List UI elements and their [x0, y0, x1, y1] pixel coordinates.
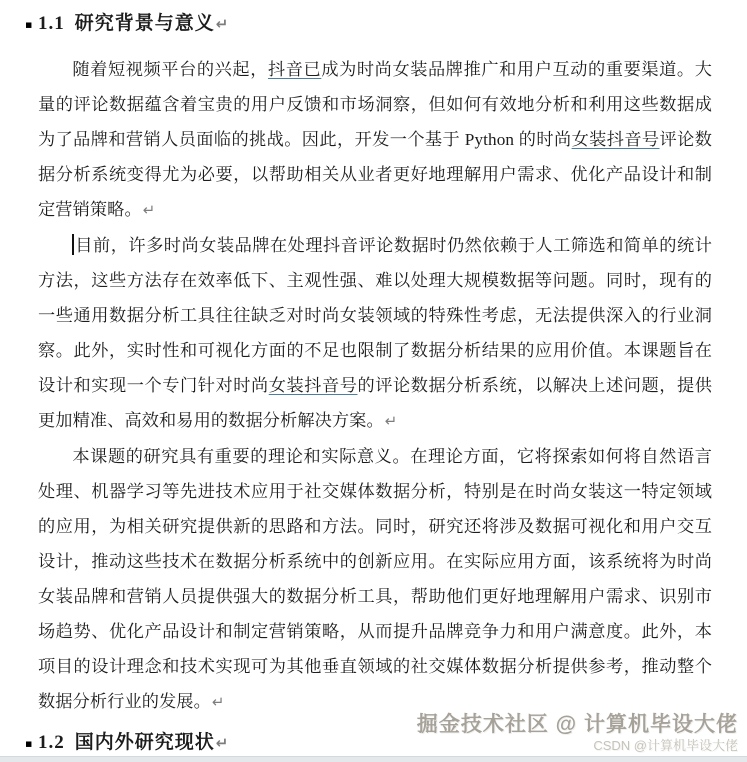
paragraph-text: 的评论数据分析系统，以解决上述问题，提供更加精准、高效和易用的数据分析解决方案。 — [38, 376, 712, 430]
heading-title: 国内外研究现状 — [74, 732, 215, 753]
section-heading — [25, 10, 712, 38]
paragraph-text: 评论数据分析系统变得尤为必要，以帮助相关从业者更好地理解用户需求、优化产品设计和制定营销策略。 — [38, 130, 712, 219]
document-content[interactable] — [25, 10, 712, 757]
section-heading — [25, 729, 712, 757]
paragraph-text: 随着短视频平台的兴起， — [72, 60, 268, 79]
underlined-link-text[interactable]: 抖音已 — [267, 60, 322, 79]
body-paragraph — [38, 439, 712, 720]
paragraph-mark-icon: ↵ — [211, 693, 225, 711]
heading-number: 1.2 — [38, 732, 65, 753]
text-cursor — [72, 234, 74, 255]
underlined-link-text[interactable]: 女装抖音号 — [571, 130, 660, 149]
body-paragraph — [38, 52, 712, 228]
paragraph-text: 目前，许多时尚女装品牌在处理抖音评论数据时仍然依赖于人工筛选和简单的统计方法，这些方法存在效率低下、主观性强、难以处理大规模数据等问题。同时，现有的一些通用数据分析工具往往缺乏对时尚女装领域的特殊性考虑，无法提供深入的行业洞察。此外，实时性和可视化方面的不足也限制了数据分析结果的应用价值。本课题旨在设计和实现一个专门针对时尚 — [38, 236, 712, 395]
underlined-link-text[interactable]: 女装抖音号 — [268, 376, 358, 395]
square-bullet-icon: ▪ — [25, 737, 33, 750]
heading-number: 1.1 — [38, 13, 65, 34]
paragraph-mark-icon: ↵ — [142, 201, 156, 219]
paragraph-text: 本课题的研究具有重要的理论和实际意义。在理论方面，它将探索如何将自然语言处理、机器学习等先进技术应用于社交媒体数据分析，特别是在时尚女装这一特定领域的应用，为相关研究提供新的思路和方法。同时，研究还将涉及数据可视化和用户交互设计，推动这些技术在数据分析系统中的创新应用。在实际应用方面，该系统将为时尚女装品牌和营销人员提供强大的数据分析工具，帮助他们更好地理解用户需求、识别市场趋势、优化产品设计和制定营销策略，从而提升品牌竞争力和用户满意度。此外，本项目的设计理念和技术实现可为其他垂直领域的社交媒体数据分析提供参考，推动整个数据分析行业的发展。 — [38, 447, 712, 711]
page-bottom-edge — [0, 756, 747, 762]
body-paragraph — [38, 228, 712, 439]
watermark-primary-text: 掘金技术社区 @ 计算机毕设大佬 — [416, 712, 738, 736]
paragraph-text: 成为时尚女装品牌推广和用户互动的重要渠道。大量的评论数据蕴含着宝贵的用户反馈和市场洞察，但如何有效地分析和利用这些数据成为了品牌和营销人员面临的挑战。因此，开发一个基于 Python 的时尚 — [38, 60, 712, 149]
paragraph-mark-icon: ↵ — [215, 15, 229, 33]
heading-title: 研究背景与意义 — [74, 13, 215, 34]
watermark-secondary-text: CSDN @计算机毕设大佬 — [593, 738, 738, 754]
square-bullet-icon: ▪ — [25, 18, 33, 31]
paragraph-mark-icon: ↵ — [215, 734, 229, 752]
paragraph-mark-icon: ↵ — [384, 412, 398, 430]
